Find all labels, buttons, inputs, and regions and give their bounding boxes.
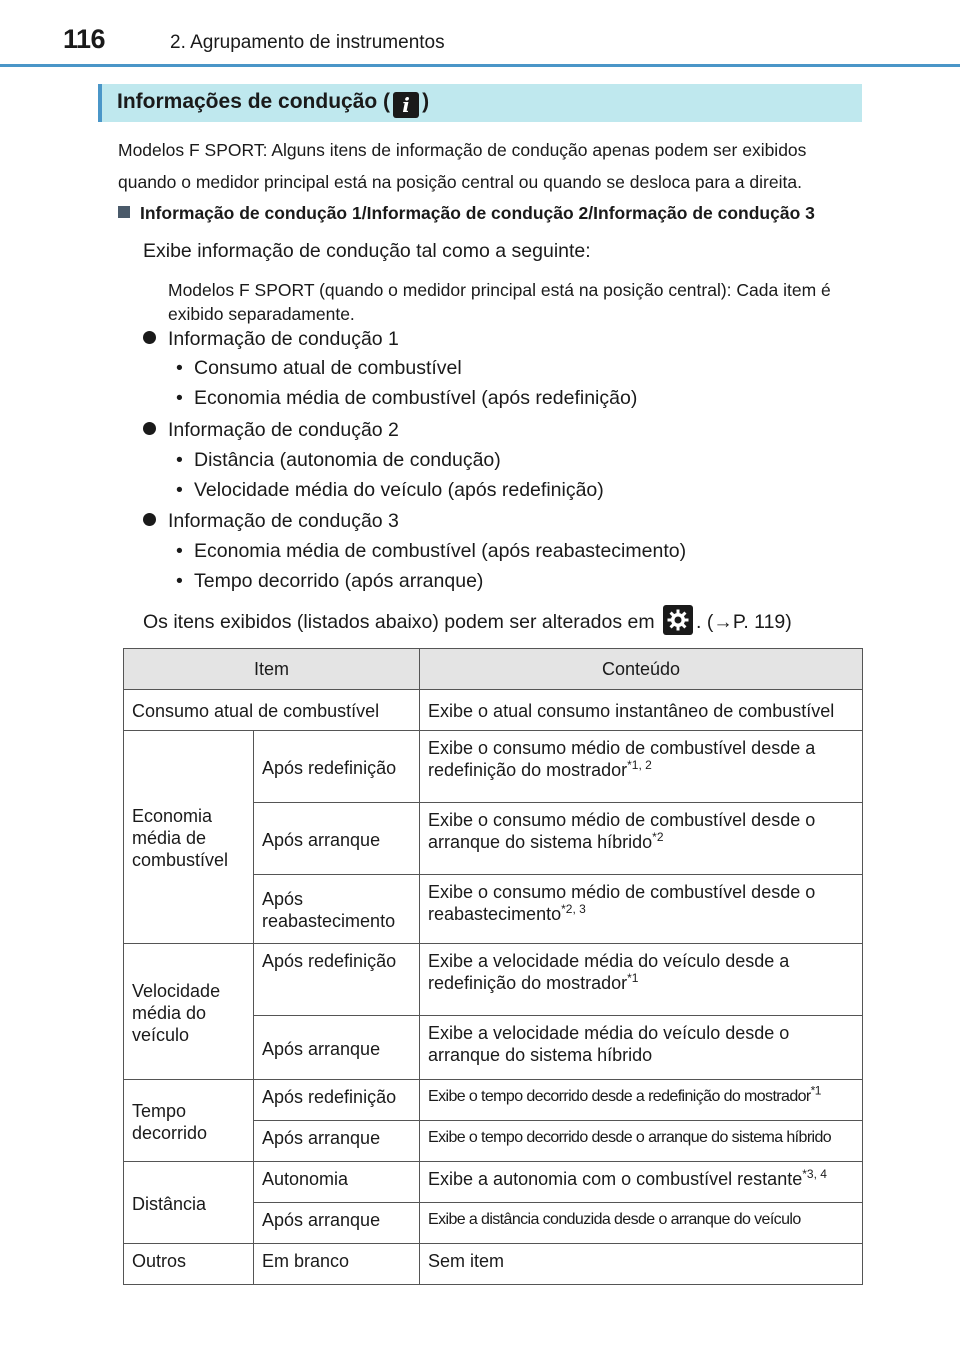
item-cell: Velocidade média do veículo [124,944,254,1080]
sub-item-cell: Autonomia [254,1162,420,1203]
content-cell: Exibe o tempo decorrido desde o arranque do sistema híbrido [420,1121,863,1162]
content-cell: Exibe a autonomia com o combustível restante$^{*3, 4}$ [420,1162,863,1203]
info-icon: i [393,92,419,118]
sub-bullet-item: • Economia média de combustível (após reabastecimento) [176,540,687,562]
settings-gear-icon [663,605,693,635]
sub-item-cell: Após redefinição [254,731,420,803]
table-row [124,690,863,731]
driving-info-table [123,648,863,1285]
chapter-title: 2. Agrupamento de instrumentos [170,32,445,53]
content-cell: Exibe a distância conduzida desde o arranque do veículo [420,1203,863,1244]
header-rule [0,64,960,67]
table-row [124,1080,863,1121]
page-header [0,0,960,70]
item-cell: Consumo atual de combustível [124,690,420,731]
content-cell: Exibe a velocidade média do veículo desde o arranque do sistema híbrido [420,1016,863,1080]
page-number: 116 [63,24,106,54]
sub-item-cell: Após arranque [254,1203,420,1244]
sub-item-cell: Após reabastecimento [254,875,420,944]
sub-item-cell: Após arranque [254,1016,420,1080]
table-header-row [124,649,863,690]
bullet-dot-icon [143,422,156,435]
bullet-group: Informação de condução 2 [143,419,399,442]
bullet-dot-icon [143,331,156,344]
item-cell: Economia média de combustível [124,731,254,944]
body-line: Exibe informação de condução tal como a seguinte: [143,240,591,262]
content-cell: Exibe o consumo médio de combustível desde o reabastecimento$^{*2, 3}$ [420,875,863,944]
header-content: Conteúdo [420,649,863,690]
content-cell: Sem item [420,1244,863,1285]
content-cell: Exibe o tempo decorrido desde a redefinição do mostrador$^{*1}$ [420,1080,863,1121]
bullet-group: Informação de condução 1 [143,328,399,351]
sub-item-cell: Após arranque [254,1121,420,1162]
table-row [124,1244,863,1285]
header-item: Item [124,649,420,690]
sub-bullet-item: • Consumo atual de combustível [176,357,462,379]
sub-bullet-item: • Velocidade média do veículo (após redefinição) [176,479,604,501]
table-row [124,731,863,803]
content-cell: Exibe o consumo médio de combustível desde o arranque do sistema híbrido$^{*2}$ [420,803,863,875]
item-cell: Distância [124,1162,254,1244]
sub-bullet-item: • Distância (autonomia de condução) [176,449,501,471]
subheading: Informação de condução 1/Informação de condução 2/Informação de condução 3 [118,203,863,224]
f-sport-note: Modelos F SPORT (quando o medidor principal está na posição central): Cada item é exibido separadamente. [168,280,831,324]
sub-bullet-item: • Economia média de combustível (após redefinição) [176,387,638,409]
bullet-dot-icon [143,513,156,526]
intro-paragraph: Modelos F SPORT: Alguns itens de informação de condução apenas podem ser exibidos quando o medidor principal está na posição central ou quando se desloca para a direita. [118,140,807,192]
item-cell: Outros [124,1244,254,1285]
table-row [124,1162,863,1203]
content-cell: Exibe o consumo médio de combustível desde a redefinição do mostrador$^{*1, 2}$ [420,731,863,803]
section-heading-bar [98,84,862,122]
sub-item-cell: Após redefinição [254,1080,420,1121]
content-cell: Exibe o atual consumo instantâneo de combustível [420,690,863,731]
table-row [124,944,863,1016]
item-cell: Tempo decorrido [124,1080,254,1162]
sub-item-cell: Após redefinição [254,944,420,1016]
sub-bullet-item: • Tempo decorrido (após arranque) [176,570,484,592]
bullet-group: Informação de condução 3 [143,510,399,533]
sub-item-cell: Em branco [254,1244,420,1285]
sub-item-cell: Após arranque [254,803,420,875]
square-bullet-icon [118,206,130,218]
change-items-line: Os itens exibidos (listados abaixo) podem ser alterados em . (→P. 119) [143,605,792,635]
content-cell: Exibe a velocidade média do veículo desde a redefinição do mostrador$^{*1}$ [420,944,863,1016]
section-title: Informações de condução ( i ) [117,90,430,117]
